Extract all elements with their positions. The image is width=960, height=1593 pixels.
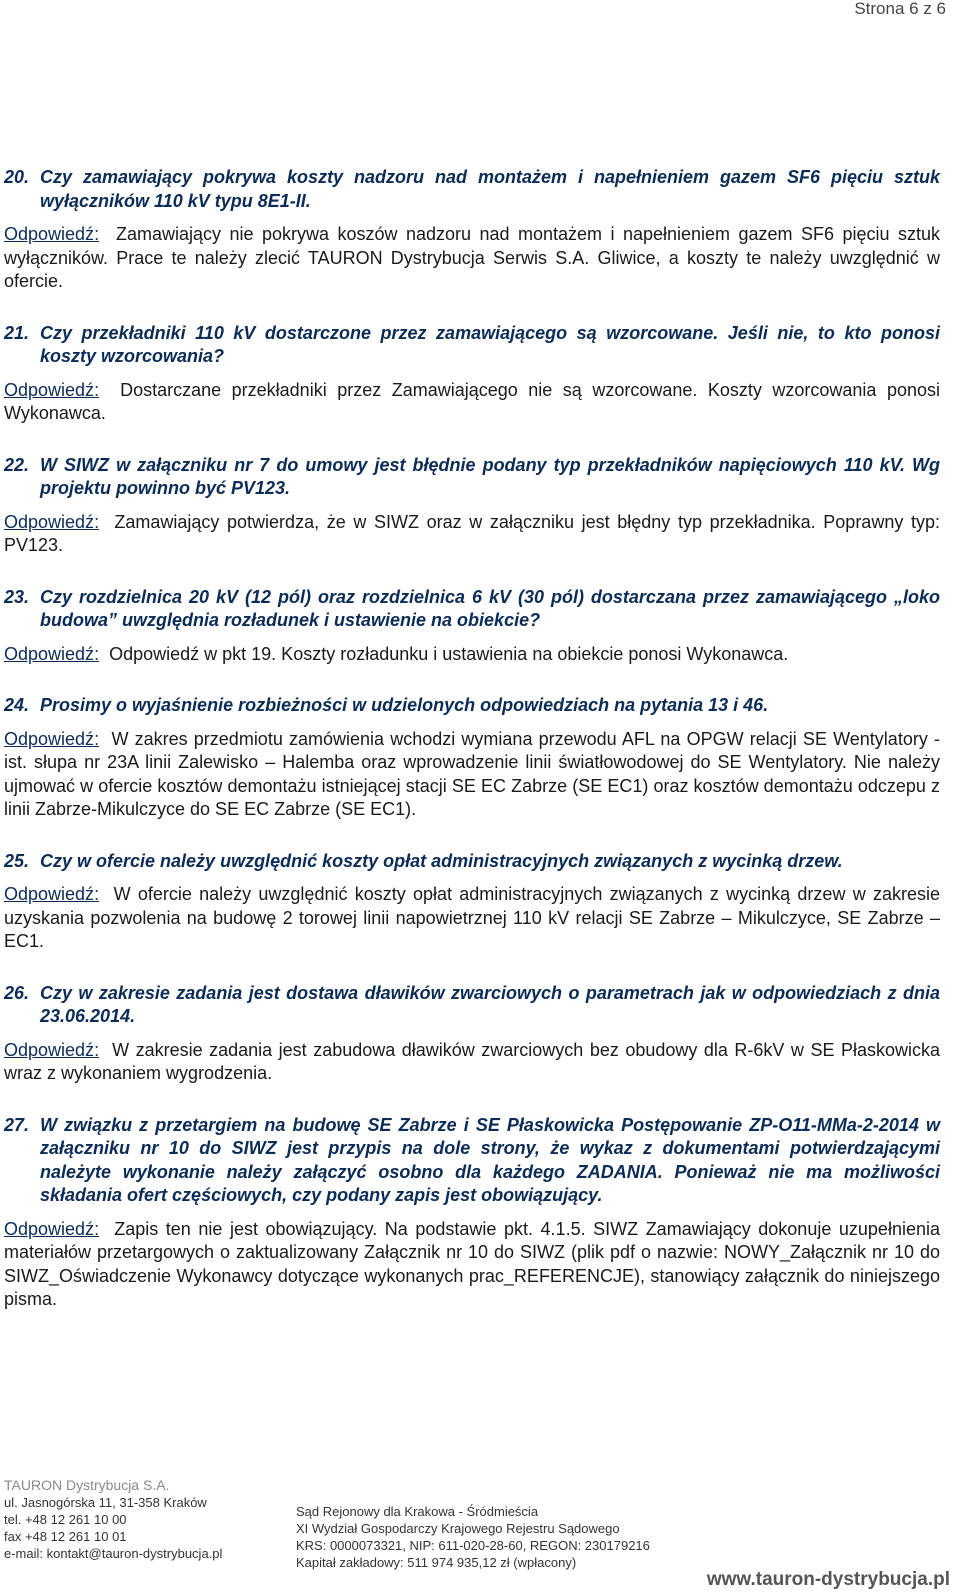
footer-company-info — [4, 1477, 222, 1562]
question-number: 27. — [4, 1114, 30, 1135]
question-text: Prosimy o wyjaśnienie rozbieżności w udzielonych odpowiedziach na pytania 13 i 46. — [40, 695, 769, 715]
question-number: 25. — [4, 850, 30, 871]
question-number: 26. — [4, 982, 30, 1003]
question-text: W SIWZ w załączniku nr 7 do umowy jest błędnie podany typ przekładników napięciowych 110 kV. Wg projektu powinno być PV123. — [40, 454, 940, 498]
question-number: 20. — [4, 167, 30, 187]
footer-fax: fax +48 12 261 10 01 — [4, 1529, 127, 1544]
footer-company-name: TAURON Dystrybucja S.A. — [4, 1477, 170, 1493]
footer-registry-info — [296, 1503, 650, 1571]
answer-label: Odpowiedź — [4, 511, 95, 532]
answer-text: Zapis ten nie jest obowiązujący. Na podstawie pkt. 4.1.5. SIWZ Zamawiający dokonuje uzupełnienia materiałów przetargowych o zaktualizowany Załącznik nr 10 do SIWZ (plik pdf o nazwie: NOWY_Załącznik nr 10 do SIWZ_Oświadczenie Wykonawcy dotyczące wykonanych prac_REFERENCJE), stanowiący załącznik do niniejszego pisma. — [4, 1218, 940, 1309]
answer-text: Odpowiedź w pkt 19. Koszty rozładunku i ustawienia na obiekcie ponosi Wykonawca. — [109, 643, 789, 664]
question-text: W związku z przetargiem na budowę SE Zabrze i SE Płaskowicka Postępowanie ZP-O11-MMa-2-2014 w załączniku nr 10 do SIWZ jest przypis na dole strony, że wykaz z dokumentami potwierdzającymi należyte wykonanie należy załączyć osobno dla każdego ZADANIA. Ponieważ nie ma możliwości składania ofert częściowych, czy podany zapis jest obowiązujący. — [40, 1114, 940, 1205]
answer-label: Odpowiedź — [4, 884, 95, 904]
question — [4, 1114, 940, 1208]
question-text: Czy przekładniki 110 kV dostarczone przez zamawiającego są wzorcowane. Jeśli nie, to kto ponosi koszty wzorcowania? — [40, 322, 940, 366]
footer-email: e-mail: kontakt@tauron-dystrybucja.pl — [4, 1546, 223, 1561]
answer-label: Odpowiedź — [4, 1039, 95, 1060]
answer-text: W zakres przedmiotu zamówienia wchodzi wymiana przewodu AFL na OPGW relacji SE Wentylatory - ist. słupa nr 23A linii Zalewisko – Halemba oraz wprowadzenie linii światłowodowej do SE Wentylatory. Nie należy ujmować w ofercie kosztów demontażu istniejącej stacji SE EC Zabrze (SE EC1) oraz kosztów demontażu odczepu z linii Zabrze-Mikulczyce do SE EC Zabrze (SE EC1). — [4, 728, 940, 819]
question — [4, 982, 940, 1029]
question-text: Czy zamawiający pokrywa koszty nadzoru nad montażem i napełnieniem gazem SF6 pięciu sztuk wyłączników 110 kV typu 8E1-II. — [40, 167, 940, 211]
answer: Odpowiedź: Zamawiający nie pokrywa koszów nadzoru nad montażem i napełnieniem gazem SF6 pięciu sztuk wyłączników. Prace te należy zlecić TAURON Dystrybucja Serwis S.A. Gliwice, a koszty te należy uwzględnić w ofercie. — [4, 224, 940, 291]
question-number: 21. — [4, 322, 30, 343]
answer-text: Zamawiający nie pokrywa koszów nadzoru nad montażem i napełnieniem gazem SF6 pięciu sztuk wyłączników. Prace te należy zlecić TAURON Dystrybucja Serwis S.A. Gliwice, a koszty te należy uwzględnić w ofercie. — [4, 224, 940, 291]
question-number: 24. — [4, 695, 30, 715]
question — [4, 322, 940, 369]
footer-phone: tel. +48 12 261 10 00 — [4, 1512, 127, 1527]
question — [4, 850, 940, 874]
question-number: 22. — [4, 454, 30, 475]
footer-website-link[interactable]: www.tauron-dystrybucja.pl — [706, 1569, 950, 1590]
answer: Odpowiedź: W ofercie należy uwzględnić koszty opłat administracyjnych związanych z wycinką drzew w zakresie uzyskania pozwolenia na budowę 2 torowej linii napowietrznej 110 kV relacji SE Zabrze – Mikulczyce, SE Zabrze – EC1. — [4, 884, 940, 951]
footer-court: Sąd Rejonowy dla Krakowa - Śródmieścia — [296, 1504, 539, 1519]
question-text: Czy w zakresie zadania jest dostawa dławików zwarciowych o parametrach jak w odpowiedziach z dnia 23.06.2014. — [40, 982, 940, 1026]
qa-item — [4, 454, 940, 558]
answer-text: W zakresie zadania jest zabudowa dławików zwarciowych bez obudowy dla R-6kV w SE Płaskowicka wraz z wykonaniem wygrodzenia. — [4, 1039, 940, 1083]
answer: Odpowiedź: W zakresie zadania jest zabudowa dławików zwarciowych bez obudowy dla R-6kV w SE Płaskowicka wraz z wykonaniem wygrodzenia. — [4, 1039, 940, 1083]
qa-item — [4, 166, 940, 294]
answer-text: W ofercie należy uwzględnić koszty opłat administracyjnych związanych z wycinką drzew w zakresie uzyskania pozwolenia na budowę 2 torowej linii napowietrznej 110 kV relacji SE Zabrze – Mikulczyce, SE Zabrze – EC1. — [4, 884, 940, 951]
footer-registry: KRS: 0000073321, NIP: 611-020-28-60, REGON: 230179216 — [296, 1538, 650, 1553]
qa-item — [4, 850, 940, 954]
answer-text: Dostarczane przekładniki przez Zamawiającego nie są wzorcowane. Koszty wzorcowania ponosi Wykonawca. — [4, 379, 940, 423]
footer-division: XI Wydział Gospodarczy Krajowego Rejestru Sądowego — [296, 1521, 620, 1536]
question — [4, 166, 940, 213]
answer: Odpowiedź: Zamawiający potwierdza, że w SIWZ oraz w załączniku jest błędny typ przekładnika. Poprawny typ: PV123. — [4, 511, 940, 555]
page-number: Strona 6 z 6 — [854, 0, 946, 18]
qa-item — [4, 694, 940, 822]
qa-item — [4, 586, 940, 667]
qa-item — [4, 1114, 940, 1312]
question-text: Czy w ofercie należy uwzględnić koszty opłat administracyjnych związanych z wycinką drzew. — [40, 850, 843, 871]
answer: Odpowiedź: Zapis ten nie jest obowiązujący. Na podstawie pkt. 4.1.5. SIWZ Zamawiający dokonuje uzupełnienia materiałów przetargowych o zaktualizowany Załącznik nr 10 do SIWZ (plik pdf o nazwie: NOWY_Załącznik nr 10 do SIWZ_Oświadczenie Wykonawcy dotyczące wykonanych prac_REFERENCJE), stanowiący załącznik do niniejszego pisma. — [4, 1218, 940, 1309]
footer-capital: Kapitał zakładowy: 511 974 935,12 zł (wpłacony) — [296, 1555, 577, 1570]
answer: Odpowiedź: Dostarczane przekładniki przez Zamawiającego nie są wzorcowane. Koszty wzorcowania ponosi Wykonawca. — [4, 379, 940, 423]
footer — [0, 1473, 960, 1593]
answer-text: Zamawiający potwierdza, że w SIWZ oraz w załączniku jest błędny typ przekładnika. Poprawny typ: PV123. — [4, 511, 940, 555]
answer-label: Odpowiedź — [4, 728, 95, 749]
answer: Odpowiedź: W zakres przedmiotu zamówienia wchodzi wymiana przewodu AFL na OPGW relacji SE Wentylatory - ist. słupa nr 23A linii Zalewisko – Halemba oraz wprowadzenie linii światłowodowej do SE Wentylatory. Nie należy ujmować w ofercie kosztów demontażu istniejącej stacji SE EC Zabrze (SE EC1) oraz kosztów demontażu odczepu z linii Zabrze-Mikulczyce do SE EC Zabrze (SE EC1). — [4, 728, 940, 819]
answer-label: Odpowiedź — [4, 379, 95, 400]
answer: Odpowiedź: Odpowiedź w pkt 19. Koszty rozładunku i ustawienia na obiekcie ponosi Wykonawca. — [4, 643, 789, 664]
question — [4, 586, 940, 633]
qa-content — [4, 166, 940, 1340]
answer-label: Odpowiedź — [4, 1218, 95, 1239]
footer-address: ul. Jasnogórska 11, 31-358 Kraków — [4, 1495, 207, 1510]
question-text: Czy rozdzielnica 20 kV (12 pól) oraz rozdzielnica 6 kV (30 pól) dostarczana przez zamawiającego „loko budowa” uwzględnia rozładunek i ustawienie na obiekcie? — [40, 586, 940, 630]
question-number: 23. — [4, 586, 30, 607]
qa-item — [4, 982, 940, 1086]
qa-item — [4, 322, 940, 426]
question — [4, 694, 940, 718]
answer-label: Odpowiedź — [4, 224, 95, 244]
answer-label: Odpowiedź — [4, 643, 95, 664]
question — [4, 454, 940, 501]
